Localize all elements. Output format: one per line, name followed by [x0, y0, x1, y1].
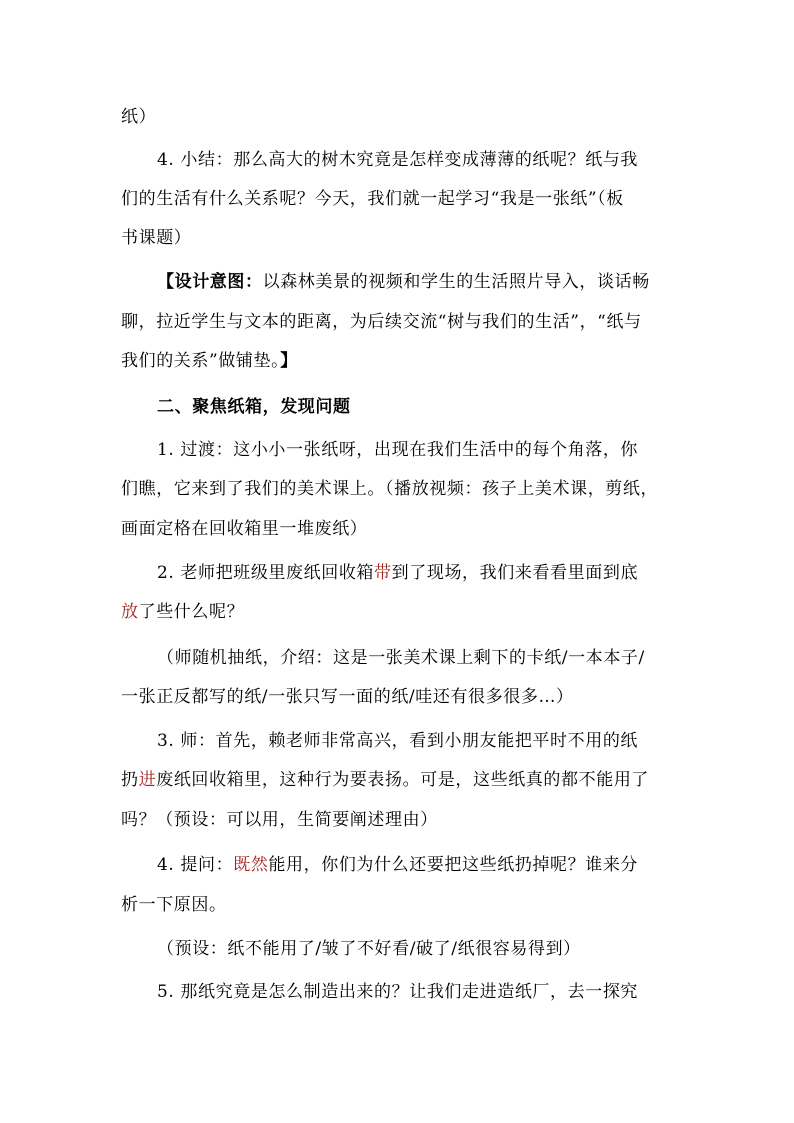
text-line: （师随机抽纸，介绍：这是一张美术课上剩下的卡纸/一本本子/	[157, 648, 645, 668]
text-span: 到了现场，我们来看看里面到底	[391, 563, 639, 583]
text-line: 析一下原因。	[121, 895, 227, 915]
design-intent-label: 【设计意图：	[157, 272, 263, 292]
design-intent-line	[157, 270, 717, 294]
highlight-word: 带	[374, 563, 392, 583]
highlight-word: 进	[138, 770, 157, 790]
text-line	[157, 561, 717, 585]
text-span: 扔	[121, 770, 139, 790]
text-span: 4. 提问：	[157, 855, 234, 875]
text-line: 纸）	[121, 107, 157, 127]
text-span: 了些什么呢？	[138, 602, 245, 622]
text-line: 画面定格在回收箱里一堆废纸）	[121, 519, 368, 539]
text-line	[121, 349, 681, 373]
text-line: （预设：纸不能用了/皱了不好看/破了/纸很容易得到）	[157, 939, 581, 959]
text-line	[157, 853, 717, 877]
text-line: 书课题）	[121, 228, 192, 248]
text-line: 5. 那纸究竟是怎么制造出来的？让我们走进造纸厂，去一探究	[157, 982, 639, 1002]
text-span: 2. 老师把班级里废纸回收箱	[157, 563, 375, 583]
closing-bracket: 】	[280, 351, 298, 371]
text-span: 以森林美景的视频和学生的生活照片导入，谈话畅	[262, 272, 650, 292]
text-line	[121, 768, 681, 792]
text-line: 1. 过渡：这小小一张纸呀，出现在我们生活中的每个角落，你	[157, 440, 639, 460]
section-heading: 二、聚焦纸箱，发现问题	[157, 397, 351, 417]
text-span: 废纸回收箱里，这种行为要表扬。可是，这些纸真的都不能用了	[156, 770, 650, 790]
text-line: 吗？（预设：可以用，生简要阐述理由）	[121, 810, 438, 830]
highlight-word: 放	[121, 602, 139, 622]
highlight-word: 既然	[233, 855, 269, 875]
text-line: 4. 小结：那么高大的树木究竟是怎样变成薄薄的纸呢？纸与我	[157, 150, 639, 170]
text-line: 3. 师：首先，赖老师非常高兴，看到小朋友能把平时不用的纸	[157, 731, 639, 751]
text-line: 们的生活有什么关系呢？今天，我们就一起学习“我是一张纸”（板	[121, 189, 624, 209]
text-line: 聊，拉近学生与文本的距离，为后续交流“树与我们的生活”，“纸与	[121, 312, 642, 332]
text-span: 我们的关系”做铺垫。	[121, 351, 281, 371]
text-line	[121, 600, 681, 624]
text-line: 一张正反都写的纸/一张只写一面的纸/哇还有很多很多…）	[121, 687, 574, 707]
text-span: 能用，你们为什么还要把这些纸扔掉呢？谁来分	[268, 855, 639, 875]
text-line: 们瞧，它来到了我们的美术课上。（播放视频：孩子上美术课，剪纸，	[121, 479, 659, 499]
